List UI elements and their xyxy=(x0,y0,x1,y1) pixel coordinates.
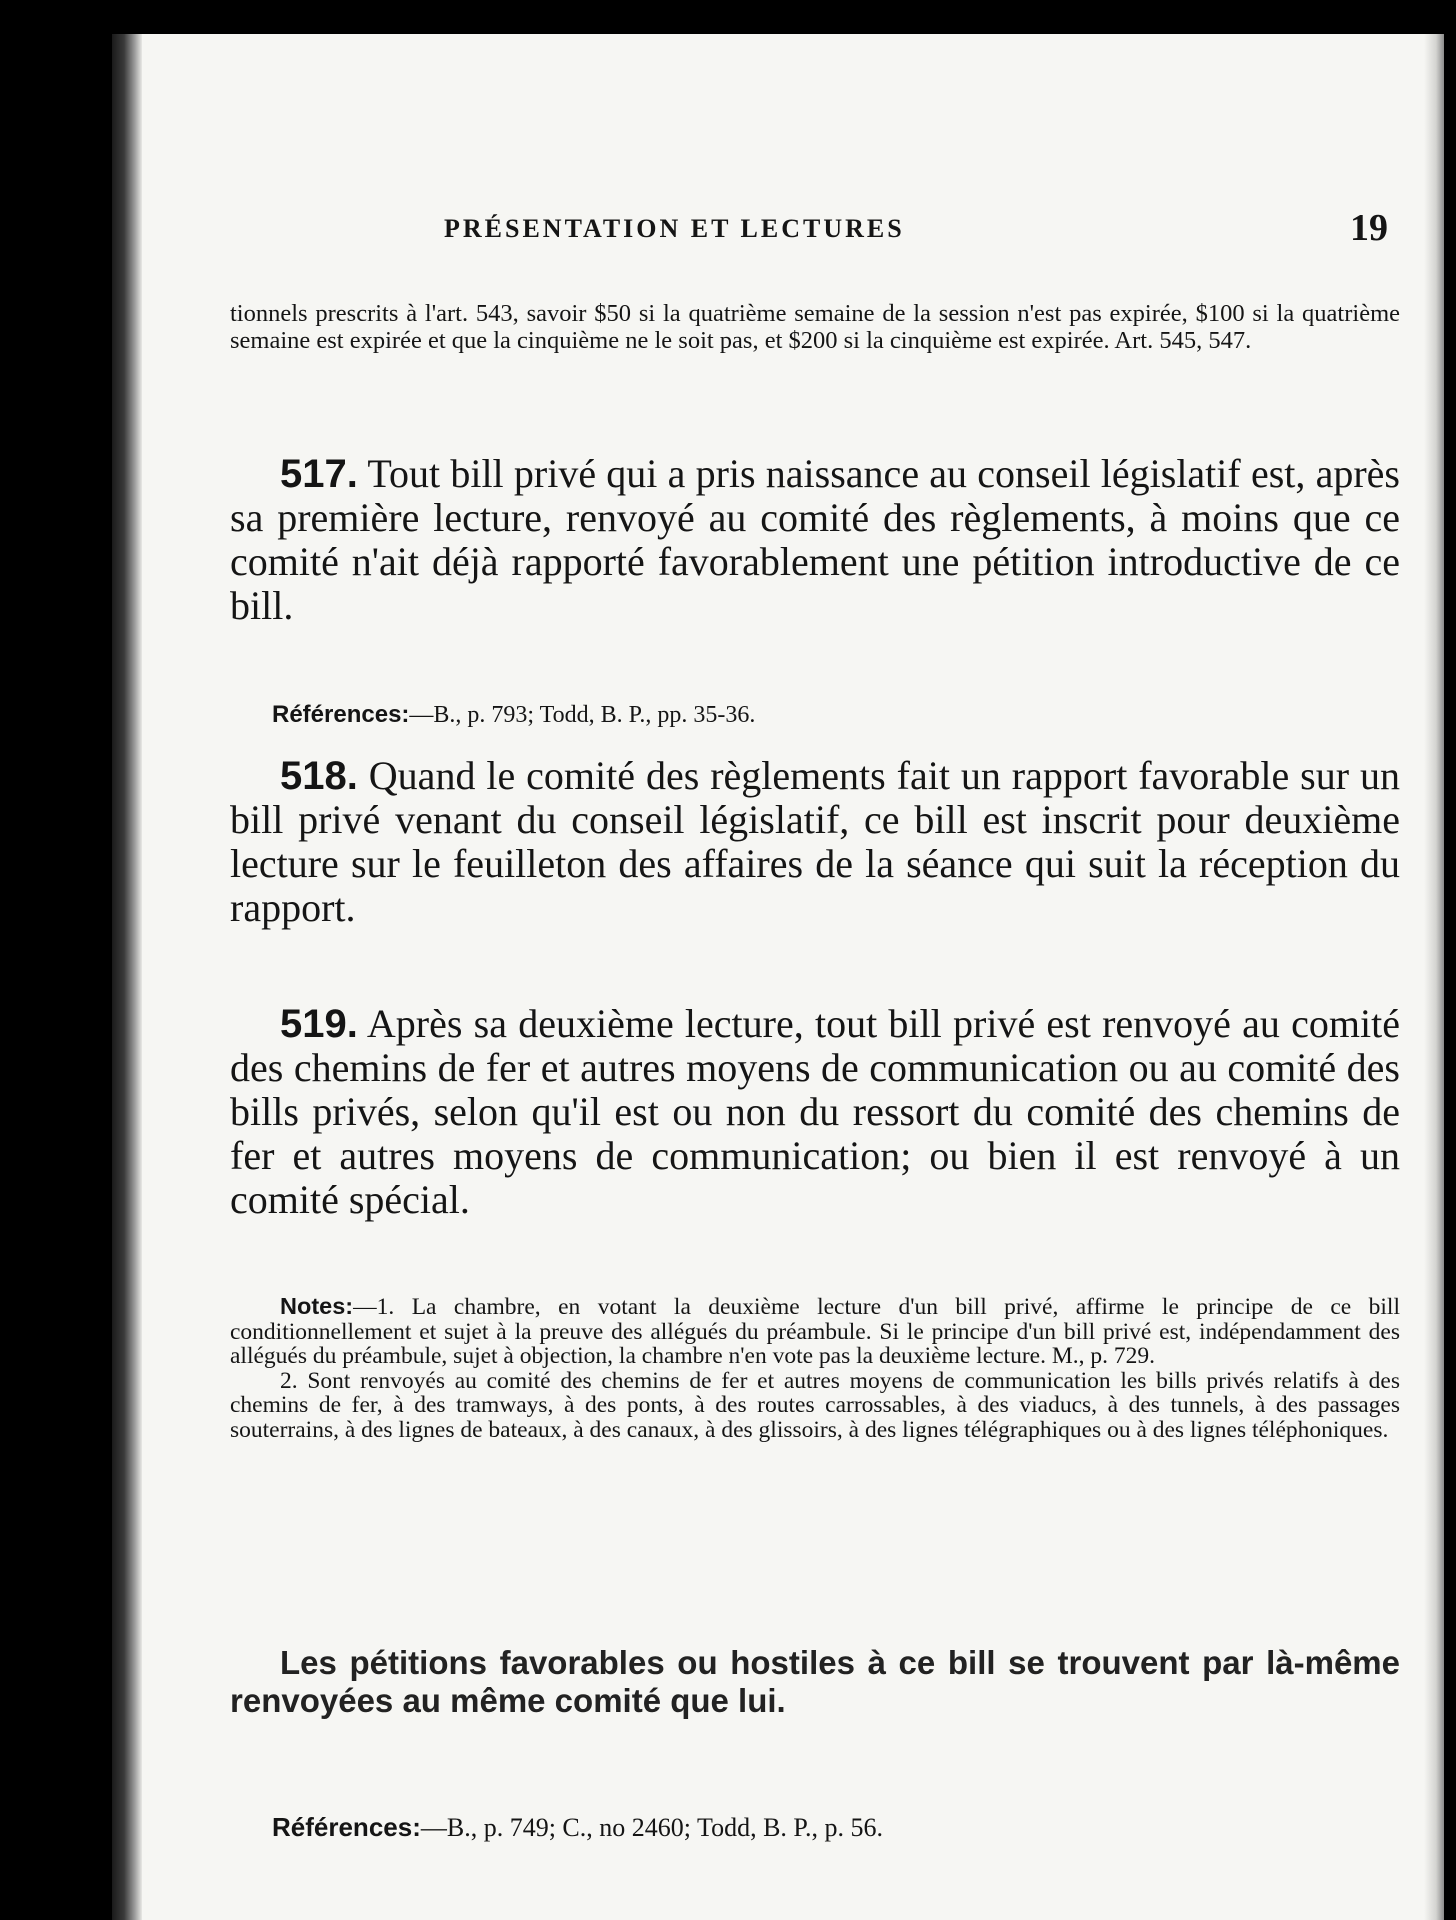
notes-label: Notes: xyxy=(280,1293,354,1319)
article-518-paragraph xyxy=(230,754,1400,930)
page-edge-shadow xyxy=(1424,34,1444,1920)
references-text: —B., p. 793; Todd, B. P., pp. 35-36. xyxy=(409,702,756,728)
page-number: 19 xyxy=(1350,207,1388,249)
article-number: 519. xyxy=(280,1002,358,1046)
intro-text: tionnels prescrits à l'art. 543, savoir $50 si la quatrième semaine de la session n'est pas expirée, $100 si la quatrième semaine est expirée et que la cinquième ne le soit pas, et $200 si la cinquième est expirée. Art. 545, 547. xyxy=(230,300,1400,354)
intro-paragraph xyxy=(230,300,1400,354)
article-text: Quand le comité des règlements fait un rapport favorable sur un bill privé venant du conseil législatif, ce bill est inscrit pour deuxième lecture sur le feuilleton des affaires de la séance qui suit la réception du rapport. xyxy=(230,753,1401,930)
article-518 xyxy=(230,754,1400,930)
running-head: PRÉSENTATION ET LECTURES xyxy=(444,214,905,243)
note-1-text: —1. La chambre, en votant la deuxième lecture d'un bill privé, affirme le principe de ce bill conditionnellement et sujet à la preuve des allégués du préambule. Si le principe d'un bill privé est, indépendamment des allégués du préambule, sujet à objection, la chambre n'en vote pas la deuxième lecture. M., p. 729. xyxy=(230,1294,1400,1369)
article-number: 517. xyxy=(280,452,358,496)
article-517-paragraph xyxy=(230,452,1400,628)
notes-519 xyxy=(230,1294,1400,1442)
article-text: Après sa deuxième lecture, tout bill privé est renvoyé au comité des chemins de fer et autres moyens de communication ou au comité des bills privés, selon qu'il est ou non du ressort du comité des chemins de fer et autres moyens de communication; ou bien il est renvoyé à un comité spécial. xyxy=(230,1001,1400,1222)
petitions-text: Les pétitions favorables ou hostiles à ce bill se trouvent par là-même renvoyées au même comité que lui. xyxy=(230,1644,1400,1719)
references-517 xyxy=(272,700,1400,730)
references-final xyxy=(272,1812,1400,1843)
petitions-paragraph xyxy=(230,1644,1400,1720)
article-519 xyxy=(230,1002,1400,1222)
note-2: 2. Sont renvoyés au comité des chemins de fer et autres moyens de communication les bills privés relatifs à des chemins de fer, à des tramways, à des ponts, à des routes carrossables, à des viaducs, à des tunnels, à des passages souterrains, à des lignes de bateaux, à des canaux, à des glissoirs, à des lignes télégraphiques ou à des lignes téléphoniques. xyxy=(230,1367,1400,1443)
note-1 xyxy=(230,1294,1400,1369)
book-page xyxy=(112,34,1444,1920)
references-label: Références: xyxy=(272,701,410,728)
article-519-paragraph xyxy=(230,1002,1400,1222)
references-label: Références: xyxy=(272,1812,421,1842)
references-text: —B., p. 749; C., no 2460; Todd, B. P., p. 56. xyxy=(420,1813,884,1842)
page-gutter-shadow xyxy=(112,34,142,1920)
page-header xyxy=(230,207,1400,250)
article-517 xyxy=(230,452,1400,628)
article-number: 518. xyxy=(280,754,358,798)
article-text: Tout bill privé qui a pris naissance au conseil législatif est, après sa première lecture, renvoyé au comité des règlements, à moins que ce comité n'ait déjà rapporté favorablement une pétition introductive de ce bill. xyxy=(230,451,1400,628)
